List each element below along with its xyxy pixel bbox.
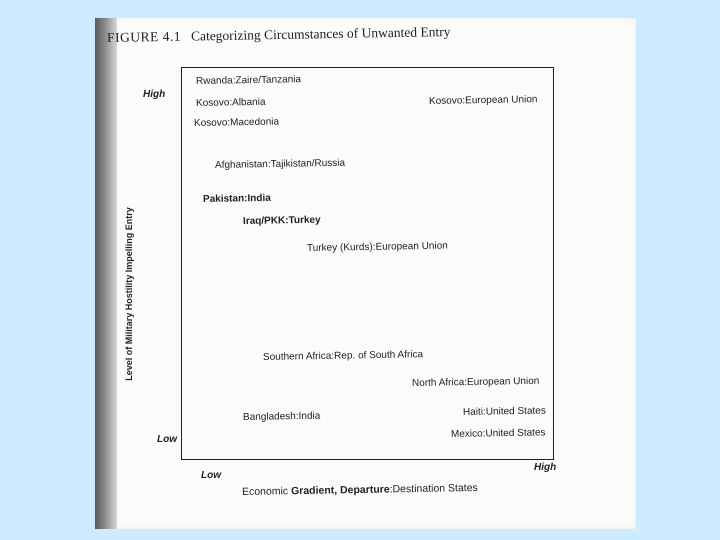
data-point-label: Afghanistan:Tajikistan/Russia: [214, 157, 346, 171]
y-tick-high: High: [143, 89, 166, 100]
data-point-label: Mexico:United States: [450, 427, 546, 440]
data-point-label: Kosovo:Albania: [195, 96, 266, 109]
y-axis-label: Level of Military Hostility Impelling Entry: [124, 207, 134, 381]
figure-title: [107, 24, 451, 46]
data-point-label: Bangladesh:India: [242, 410, 321, 423]
data-point-label: North Africa:European Union: [411, 375, 540, 389]
scanned-page: [95, 18, 636, 529]
x-axis-label-emphasis: Gradient, Departure: [290, 483, 390, 498]
data-point-label: Turkey (Kurds):European Union: [306, 240, 448, 254]
data-point-label: Pakistan:India: [202, 192, 271, 205]
x-axis-label-part: :Destination States: [389, 481, 478, 496]
book-spine-shadow: [95, 18, 117, 529]
x-tick-low: Low: [201, 470, 221, 481]
data-point-label: Haiti:United States: [462, 405, 546, 418]
x-axis-label-part: Economic: [241, 485, 292, 499]
figure-caption: Categorizing Circumstances of Unwanted Entry: [190, 24, 451, 44]
data-point-label: Kosovo:European Union: [428, 94, 538, 107]
data-point-label: Southern Africa:Rep. of South Africa: [262, 349, 424, 363]
data-point-label: Iraq/PKK:Turkey: [242, 214, 321, 227]
x-axis-label: [242, 482, 478, 498]
data-point-label: Rwanda:Zaire/Tanzania: [195, 74, 302, 87]
data-point-label: Kosovo:Macedonia: [193, 116, 280, 129]
y-tick-low: Low: [157, 434, 177, 445]
figure-number: FIGURE 4.1: [106, 28, 182, 45]
x-tick-high: High: [534, 462, 557, 473]
